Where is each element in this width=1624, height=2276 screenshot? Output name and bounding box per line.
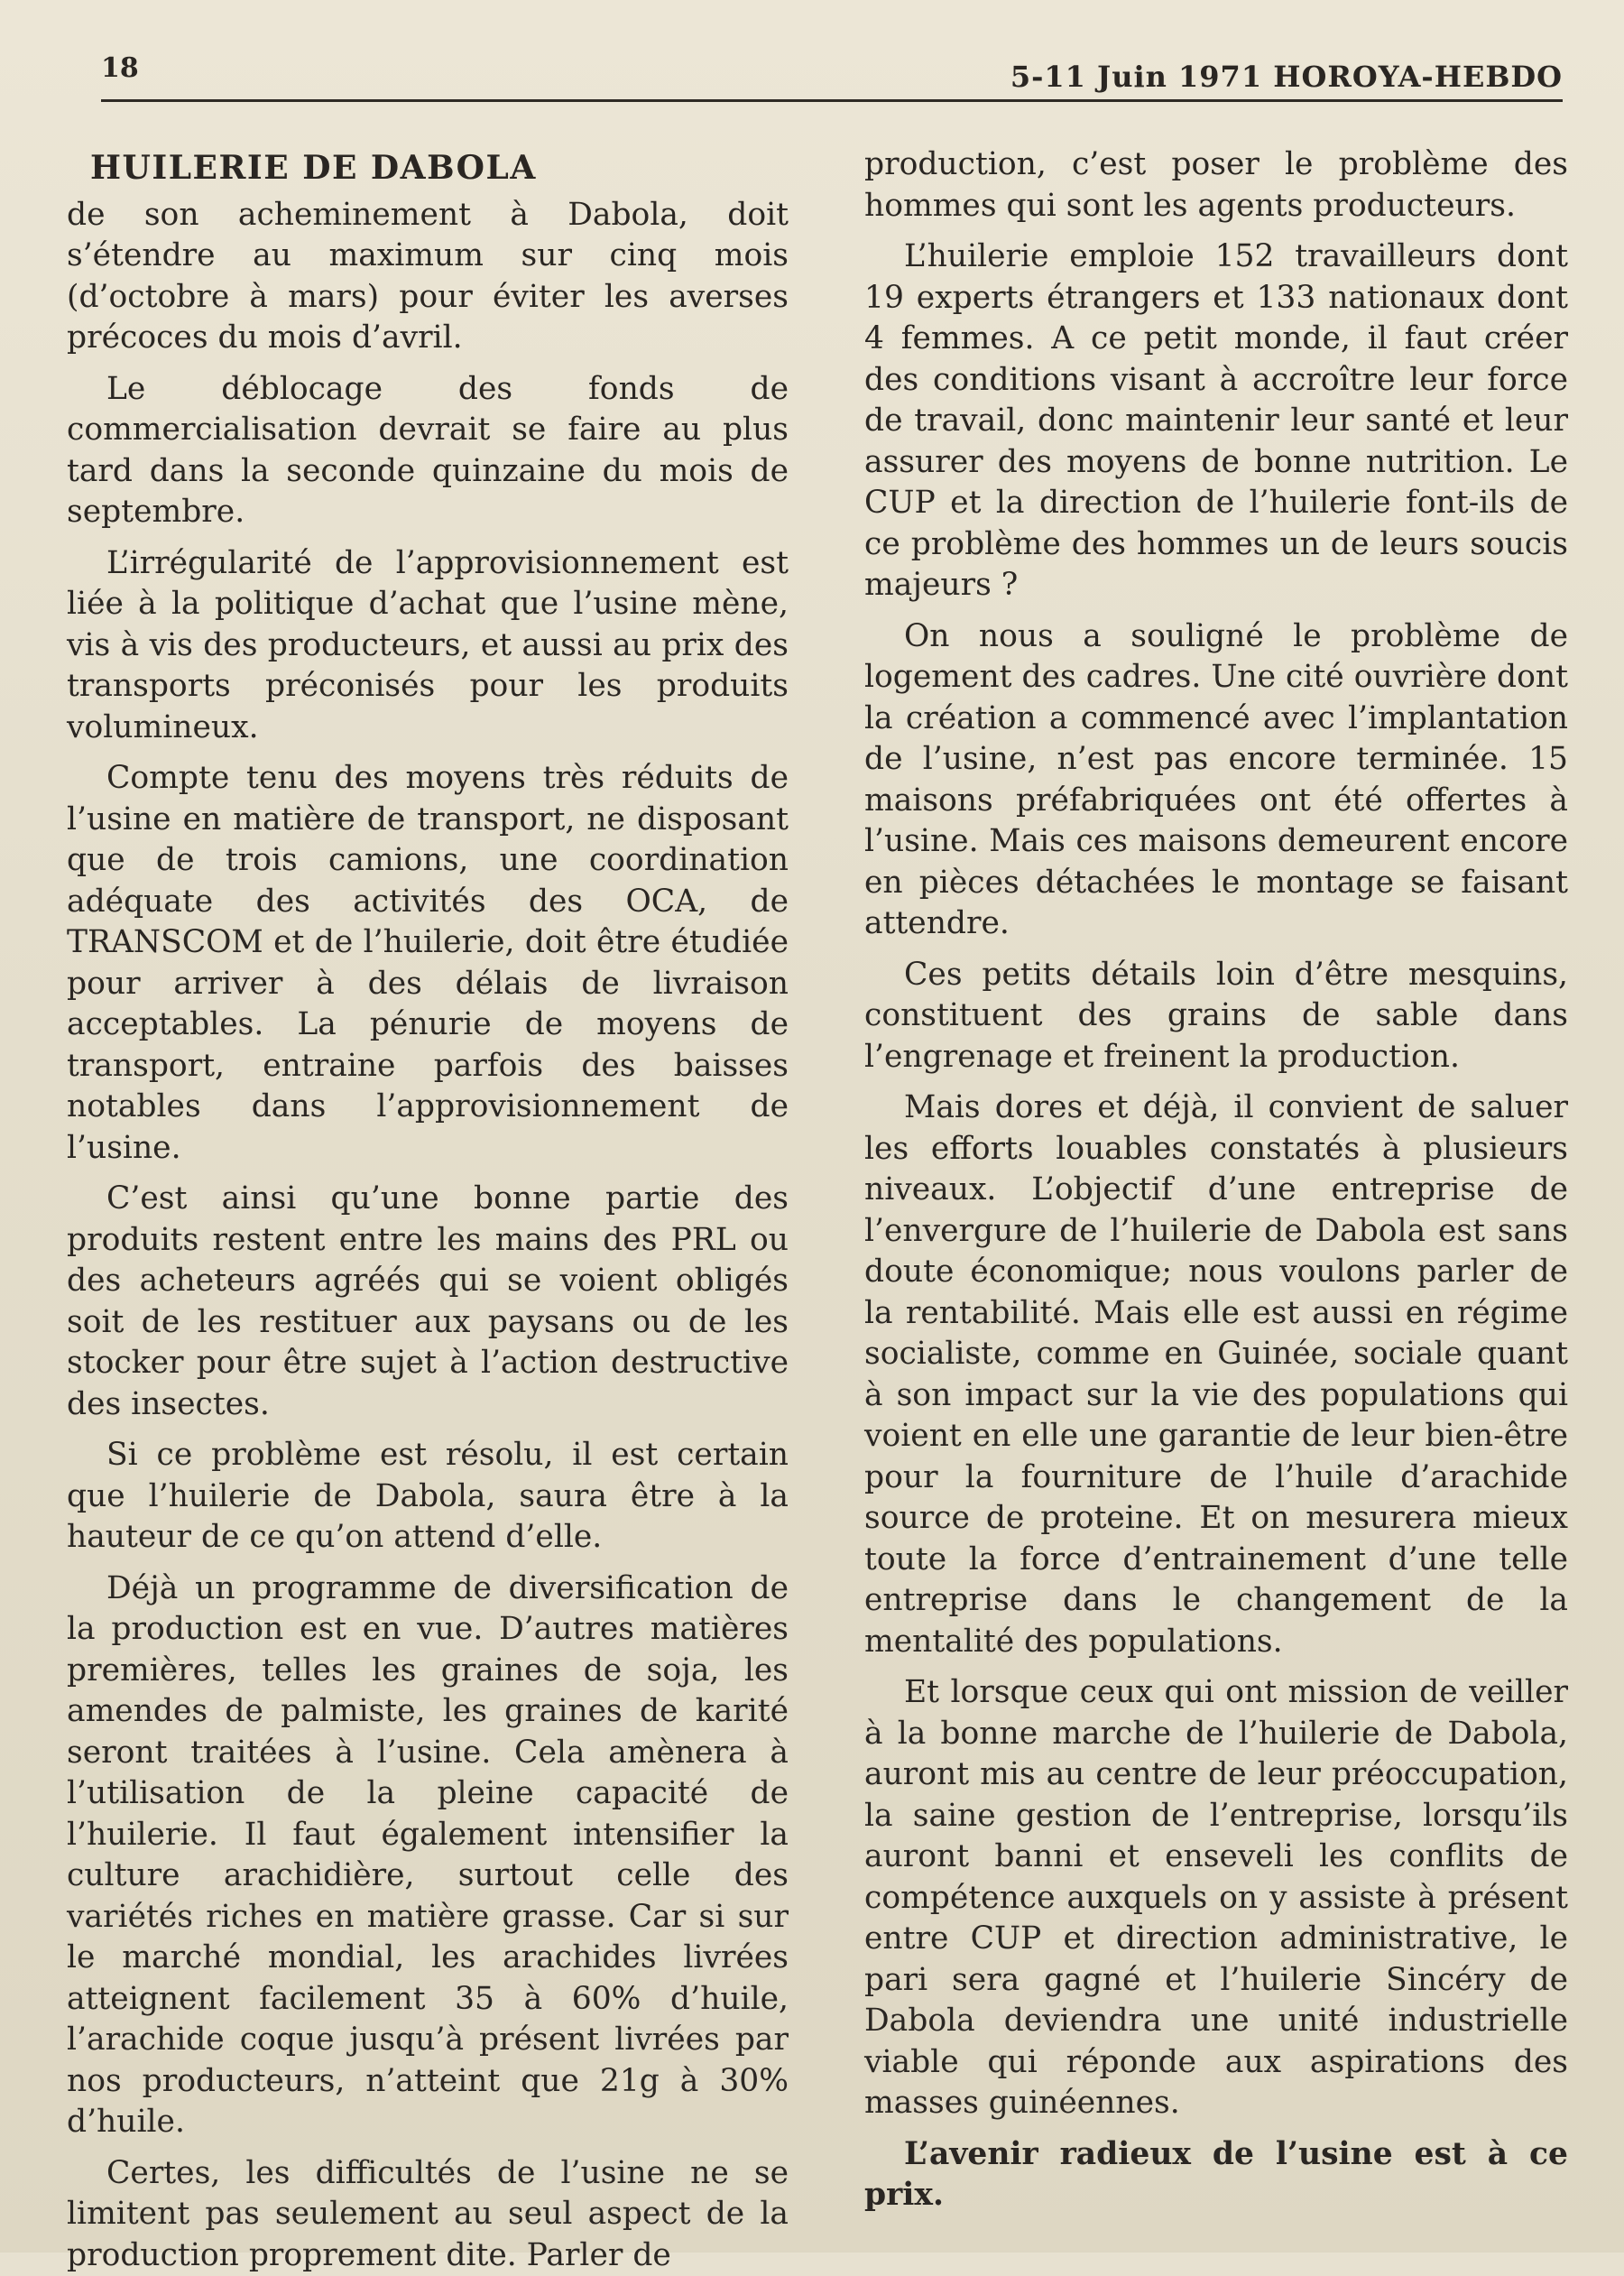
paragraph: Si ce problème est résolu, il est certain que l’huilerie de Dabola, saura être à la hauteur de ce qu’on attend d’elle. — [67, 1435, 789, 1559]
page-header — [101, 47, 1563, 102]
paragraph: L’huilerie emploie 152 travailleurs dont 19 experts étrangers et 133 nationaux dont 4 femmes. A ce petit monde, il faut créer des conditions visant à accroître leur force de travail, donc maintenir leur santé et leur assurer des moyens de bonne nutrition. Le CUP et la direction de l’huilerie font-ils de ce problème des hommes un de leurs soucis majeurs ? — [864, 236, 1568, 606]
section-title: HUILERIE DE DABOLA — [90, 148, 789, 190]
paragraph: L’irrégularité de l’approvisionnement est liée à la politique d’achat que l’usine mène, vis à vis des producteurs, et aussi au prix des transports préconisés pour les produits volumineux. — [67, 543, 789, 749]
left-column — [67, 144, 789, 2175]
paragraph: Mais dores et déjà, il convient de saluer les efforts louables constatés à plusieurs niveaux. L’objectif d’une entreprise de l’envergure de l’huilerie de Dabola est sans doute économique; nous voulons parler de la rentabilité. Mais elle est aussi en régime socialiste, comme en Guinée, sociale quant à son impact sur la vie des populations qui voient en elle une garantie de leur bien-être pour la fourniture de l’huile d’arachide source de proteine. Et on mesurera mieux toute la force d’entrainement d’une telle entreprise dans le changement de la mentalité des populations. — [864, 1087, 1568, 1662]
paragraph: Certes, les difficultés de l’usine ne se limitent pas seulement au seul aspect de la production proprement dite. Parler de — [67, 2153, 789, 2276]
right-column — [864, 144, 1568, 2175]
paragraph: Compte tenu des moyens très réduits de l’usine en matière de transport, ne disposant que de trois camions, une coordination adéquate des activités des OCA, de TRANSCOM et de l’huilerie, doit être étudiée pour arriver à des délais de livraison acceptables. La pénurie de moyens de transport, entraine parfois des baisses notables dans l’approvisionnement de l’usine. — [67, 758, 789, 1169]
paragraph: Ces petits détails loin d’être mesquins, constituent des grains de sable dans l’engrenage et freinent la production. — [864, 955, 1568, 1078]
paragraph: de son acheminement à Dabola, doit s’étendre au maximum sur cinq mois (d’octobre à mars) pour éviter les averses précoces du mois d’avril. — [67, 195, 789, 359]
page-number: 18 — [101, 52, 139, 84]
paragraph: Le déblocage des fonds de commercialisation devrait se faire au plus tard dans la seconde quinzaine du mois de septembre. — [67, 369, 789, 533]
closing-line: L’avenir radieux de l’usine est à ce prix. — [864, 2134, 1568, 2216]
masthead-date: 5-11 Juin 1971 HOROYA-HEBDO — [1010, 60, 1563, 94]
paragraph: production, c’est poser le problème des hommes qui sont les agents producteurs. — [864, 144, 1568, 227]
paragraph: On nous a souligné le problème de logement des cadres. Une cité ouvrière dont la création a commencé avec l’implantation de l’usine, n’est pas encore terminée. 15 maisons préfabriquées ont été offertes à l’usine. Mais ces maisons demeurent encore en pièces détachées le montage se faisant attendre. — [864, 616, 1568, 945]
paragraph: Déjà un programme de diversification de la production est en vue. D’autres matières premières, telles les graines de soja, les amendes de palmiste, les graines de karité seront traitées à l’usine. Cela amènera à l’utilisation de la pleine capacité de l’huilerie. Il faut également intensifier la culture arachidière, surtout celle des variétés riches en matière grasse. Car si sur le marché mondial, les arachides livrées atteignent facilement 35 à 60% d’huile, l’arachide coque jusqu’à présent livrées par nos producteurs, n’atteint que 21g à 30% d’huile. — [67, 1568, 789, 2143]
paragraph: Et lorsque ceux qui ont mission de veiller à la bonne marche de l’huilerie de Dabola, auront mis au centre de leur préoccupation, la saine gestion de l’entreprise, lorsqu’ils auront banni et enseveli les conflits de compétence auxquels on y assiste à présent entre CUP et direction administrative, le pari sera gagné et l’huilerie Sincéry de Dabola deviendra une unité industrielle viable qui réponde aux aspirations des masses guinéennes. — [864, 1672, 1568, 2124]
paragraph: C’est ainsi qu’une bonne partie des produits restent entre les mains des PRL ou des acheteurs agréés qui se voient obligés soit de les restituer aux paysans ou de les stocker pour être sujet à l’action destructive des insectes. — [67, 1179, 789, 1425]
